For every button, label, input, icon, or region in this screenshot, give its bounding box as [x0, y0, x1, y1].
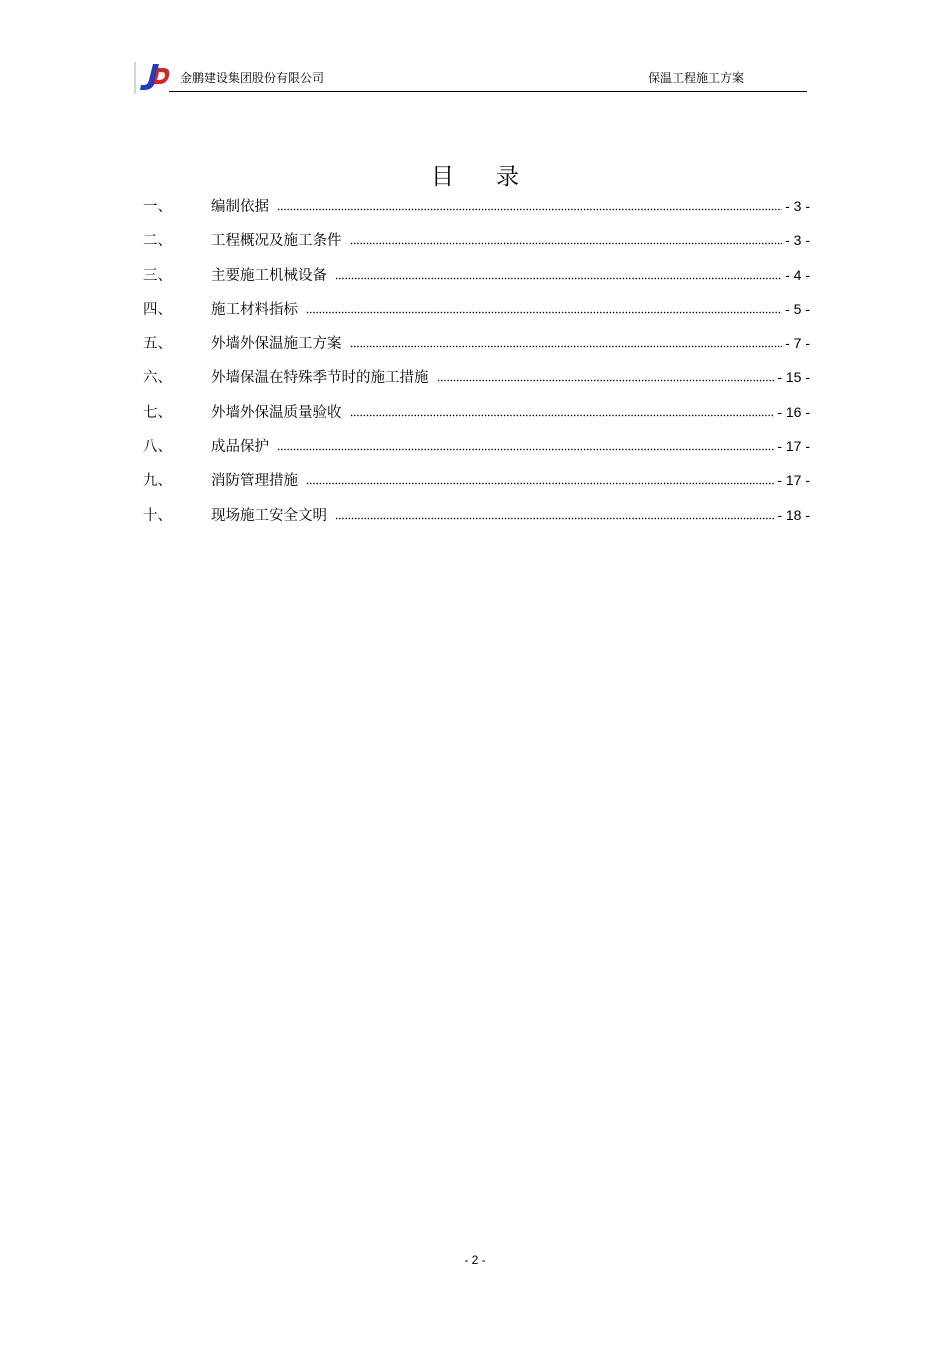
dot-leader	[306, 482, 774, 485]
header-divider	[169, 91, 807, 92]
toc-entry[interactable]	[143, 466, 810, 500]
table-of-contents	[143, 192, 810, 535]
toc-entry[interactable]	[143, 432, 810, 466]
toc-entry-page: - 4 -	[785, 266, 810, 283]
toc-entry-number: 七、	[143, 404, 172, 421]
toc-title-char-1: 目	[431, 164, 454, 190]
toc-entry-label: 外墙保温在特殊季节时的施工措施	[211, 370, 429, 387]
toc-entry-number: 九、	[143, 473, 172, 490]
toc-entry-page: - 3 -	[785, 198, 810, 214]
toc-entry[interactable]	[143, 226, 810, 260]
toc-title-char-2: 录	[496, 164, 519, 190]
dot-leader	[277, 208, 782, 211]
toc-entry-number: 四、	[143, 301, 172, 318]
toc-entry-label: 现场施工安全文明	[211, 507, 327, 524]
toc-entry-number: 二、	[143, 233, 172, 250]
toc-entry-number: 八、	[143, 439, 172, 456]
toc-entry-label: 外墙外保温施工方案	[211, 336, 342, 353]
toc-entry[interactable]	[143, 398, 810, 432]
toc-entry-page: - 7 -	[785, 335, 810, 352]
toc-entry-label: 施工材料指标	[211, 301, 298, 318]
toc-entry-page: - 15 -	[777, 369, 810, 386]
document-title: 保温工程施工方案	[648, 71, 745, 85]
toc-title	[0, 158, 950, 191]
dot-leader	[350, 242, 783, 245]
dot-leader	[335, 277, 782, 280]
toc-entry-number: 五、	[143, 336, 172, 353]
company-logo-icon	[133, 60, 171, 96]
toc-entry-label: 编制依据	[211, 199, 269, 215]
toc-entry-label: 外墙外保温质量验收	[211, 404, 342, 421]
toc-entry-page: - 16 -	[777, 403, 810, 420]
toc-entry-page: - 3 -	[785, 232, 810, 249]
dot-leader	[350, 414, 775, 417]
toc-entry-label: 主要施工机械设备	[211, 267, 327, 284]
page-number: - 2 -	[464, 1253, 486, 1267]
toc-entry-page: - 17 -	[777, 438, 810, 455]
toc-entry-number: 六、	[143, 370, 172, 387]
toc-entry-label: 成品保护	[211, 439, 269, 456]
toc-entry-page: - 17 -	[777, 472, 810, 489]
toc-entry-number: 一、	[143, 199, 172, 215]
toc-entry-page: - 5 -	[785, 300, 810, 317]
toc-entry-number: 十、	[143, 507, 172, 524]
dot-leader	[350, 345, 783, 348]
toc-entry[interactable]	[143, 295, 810, 329]
toc-entry-label: 工程概况及施工条件	[211, 233, 342, 250]
dot-leader	[437, 379, 775, 382]
toc-entry[interactable]	[143, 363, 810, 397]
toc-entry[interactable]	[143, 329, 810, 363]
dot-leader	[277, 448, 774, 451]
toc-entry[interactable]	[143, 192, 810, 226]
toc-entry-label: 消防管理措施	[211, 473, 298, 490]
toc-entry-number: 三、	[143, 267, 172, 284]
page-header	[133, 60, 807, 94]
company-name: 金鹏建设集团股份有限公司	[180, 71, 325, 85]
toc-entry[interactable]	[143, 261, 810, 295]
toc-entry[interactable]	[143, 501, 810, 535]
toc-entry-page: - 18 -	[777, 506, 810, 523]
dot-leader	[335, 517, 774, 520]
dot-leader	[306, 311, 782, 314]
